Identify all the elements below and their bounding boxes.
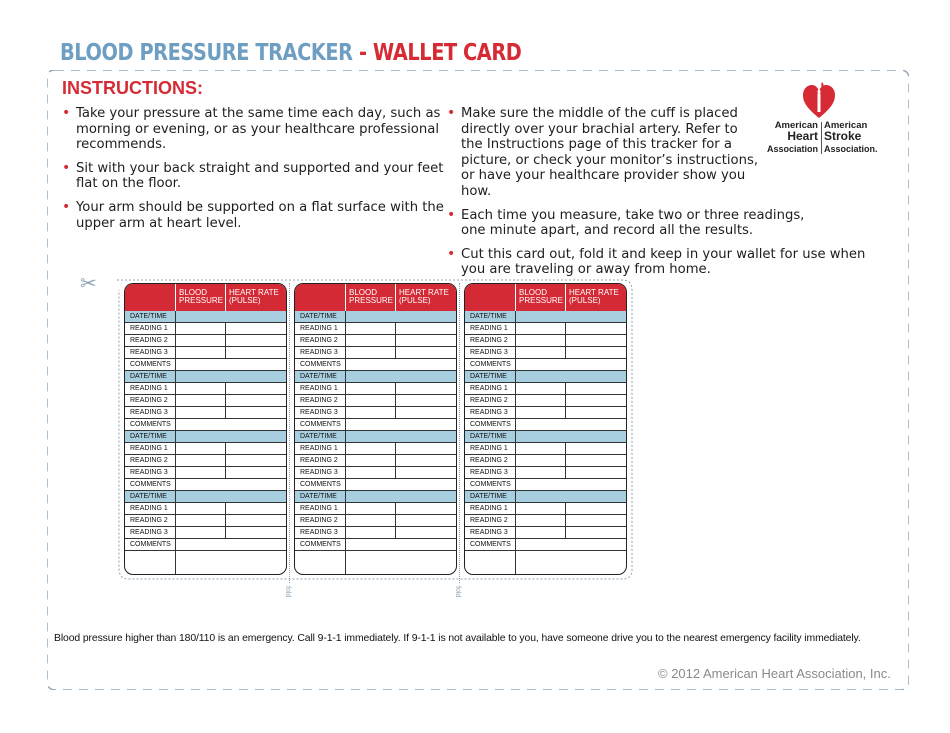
reading-row (465, 395, 626, 407)
comments-row (465, 359, 626, 371)
date-time-row (465, 371, 626, 383)
row-label: READING 2 (300, 397, 338, 404)
reading-row (295, 335, 456, 347)
row-label: READING 1 (130, 325, 168, 332)
comments-row (125, 479, 286, 491)
cell-divider (395, 455, 396, 466)
row-label: READING 3 (470, 409, 508, 416)
wallet-card (124, 283, 287, 575)
cell-divider (225, 527, 226, 538)
cell-divider (225, 323, 226, 334)
wallet-card (294, 283, 457, 575)
row-label: DATE/TIME (300, 493, 337, 500)
cell-divider (565, 335, 566, 346)
date-time-row (465, 491, 626, 503)
cell-divider (565, 503, 566, 514)
row-label: COMMENTS (470, 421, 511, 428)
reading-row (295, 527, 456, 539)
card-grid (125, 311, 286, 551)
aha-asa-logo (758, 82, 908, 158)
wallet-card (464, 283, 627, 575)
row-label: DATE/TIME (300, 433, 337, 440)
comments-row (295, 539, 456, 551)
instructions-heading: INSTRUCTIONS: (62, 78, 203, 98)
row-label: COMMENTS (130, 481, 171, 488)
cell-divider (565, 443, 566, 454)
comments-row (125, 539, 286, 551)
row-label: READING 3 (130, 469, 168, 476)
row-label: READING 3 (470, 529, 508, 536)
instruction-item: • Make sure the middle of the cuff is placed directly over your brachial artery. Refer to the Instructions page of this tracker for a picture, or check your monitor’s instructions, or have your healthcare provider show you how. (447, 106, 761, 200)
reading-row (465, 335, 626, 347)
instruction-item: • Take your pressure at the same time each day, such as morning or evening, or as your healthcare professional recommends. (62, 106, 447, 153)
reading-row (295, 443, 456, 455)
reading-row (465, 515, 626, 527)
row-label: COMMENTS (470, 541, 511, 548)
row-label: COMMENTS (470, 361, 511, 368)
cell-divider (565, 323, 566, 334)
row-label: DATE/TIME (130, 493, 167, 500)
cell-divider (565, 383, 566, 394)
cell-divider (225, 383, 226, 394)
comments-row (465, 479, 626, 491)
row-label: READING 2 (470, 337, 508, 344)
cell-divider (395, 323, 396, 334)
row-label: READING 3 (130, 409, 168, 416)
reading-row (295, 383, 456, 395)
date-time-row (465, 431, 626, 443)
row-label: READING 1 (300, 445, 338, 452)
row-label: READING 1 (300, 385, 338, 392)
reading-row (465, 323, 626, 335)
cell-divider (395, 503, 396, 514)
cell-divider (225, 347, 226, 358)
header-divider (395, 284, 396, 311)
cell-divider (225, 395, 226, 406)
row-label: DATE/TIME (470, 313, 507, 320)
cell-divider (225, 335, 226, 346)
reading-row (125, 335, 286, 347)
row-label: COMMENTS (300, 481, 341, 488)
row-label: READING 1 (470, 325, 508, 332)
page-title (60, 40, 521, 66)
reading-row (465, 455, 626, 467)
reading-row (125, 503, 286, 515)
row-label: READING 3 (300, 349, 338, 356)
cell-divider (565, 527, 566, 538)
row-label: READING 1 (470, 445, 508, 452)
reading-row (125, 395, 286, 407)
cell-divider (225, 515, 226, 526)
aha-text-2: Heart (787, 129, 818, 143)
card-grid (465, 311, 626, 551)
reading-row (125, 443, 286, 455)
scissors-icon: ✂ (80, 273, 97, 295)
instruction-item: • Cut this card out, fold it and keep in your wallet for use when you are traveling or away from home. (447, 247, 867, 278)
reading-row (125, 407, 286, 419)
row-label: READING 2 (300, 457, 338, 464)
row-label: READING 2 (130, 337, 168, 344)
header-divider (225, 284, 226, 311)
date-time-row (295, 371, 456, 383)
comments-row (295, 359, 456, 371)
fold-label: fold (454, 586, 461, 598)
reading-row (295, 407, 456, 419)
header-heart-rate: HEART RATE (PULSE) (229, 288, 279, 305)
row-label: READING 1 (130, 445, 168, 452)
instruction-item: • Sit with your back straight and supported and your feet flat on the floor. (62, 161, 447, 192)
cell-divider (395, 383, 396, 394)
reading-row (465, 347, 626, 359)
cell-divider (225, 503, 226, 514)
row-label: COMMENTS (300, 421, 341, 428)
aha-text-1: American (774, 120, 818, 131)
row-label: READING 3 (130, 349, 168, 356)
row-label: COMMENTS (470, 481, 511, 488)
label-column-divider (175, 311, 176, 574)
row-label: READING 2 (130, 397, 168, 404)
cell-divider (395, 443, 396, 454)
row-label: DATE/TIME (470, 433, 507, 440)
date-time-row (295, 491, 456, 503)
cell-divider (395, 527, 396, 538)
row-label: READING 3 (470, 469, 508, 476)
reading-row (465, 527, 626, 539)
cell-divider (565, 455, 566, 466)
reading-row (125, 347, 286, 359)
row-label: DATE/TIME (130, 373, 167, 380)
header-heart-rate: HEART RATE (PULSE) (569, 288, 619, 305)
row-label: DATE/TIME (470, 373, 507, 380)
header-divider (345, 284, 346, 311)
row-label: READING 2 (300, 337, 338, 344)
instruction-item: • Your arm should be supported on a flat surface with the upper arm at heart level. (62, 200, 447, 231)
row-label: READING 3 (300, 529, 338, 536)
asa-text-2: Stroke (824, 129, 862, 143)
date-time-row (465, 311, 626, 323)
title-part2: WALLET CARD (372, 40, 522, 66)
card-header (295, 284, 456, 311)
row-label: COMMENTS (300, 541, 341, 548)
cell-divider (395, 395, 396, 406)
reading-row (125, 467, 286, 479)
comments-row (125, 359, 286, 371)
fold-line (289, 283, 290, 583)
reading-row (125, 455, 286, 467)
date-time-row (125, 491, 286, 503)
comments-row (125, 419, 286, 431)
row-label: DATE/TIME (300, 373, 337, 380)
cell-divider (395, 407, 396, 418)
row-label: READING 2 (130, 517, 168, 524)
row-label: COMMENTS (300, 361, 341, 368)
header-blood-pressure: BLOOD PRESSURE (349, 288, 394, 305)
comments-row (465, 539, 626, 551)
row-label: READING 2 (300, 517, 338, 524)
row-label: DATE/TIME (470, 493, 507, 500)
reading-row (465, 383, 626, 395)
heart-torch-icon (802, 82, 836, 120)
title-separator: - (358, 40, 367, 66)
date-time-row (125, 431, 286, 443)
date-time-row (125, 371, 286, 383)
fold-line (459, 283, 460, 583)
row-label: READING 1 (130, 385, 168, 392)
cell-divider (565, 395, 566, 406)
cell-divider (225, 407, 226, 418)
cell-divider (225, 455, 226, 466)
label-column-divider (515, 311, 516, 574)
date-time-row (295, 431, 456, 443)
emergency-notice: Blood pressure higher than 180/110 is an emergency. Call 9-1-1 immediately. If 9-1-1 is not available to you, have someone drive you to the nearest emergency facility immediately. (54, 633, 861, 644)
row-label: DATE/TIME (130, 433, 167, 440)
cell-divider (565, 515, 566, 526)
reading-row (465, 503, 626, 515)
cell-divider (565, 407, 566, 418)
cell-divider (565, 467, 566, 478)
logo-divider (821, 122, 822, 154)
asa-text-3: Association. (824, 144, 878, 154)
header-blood-pressure: BLOOD PRESSURE (179, 288, 224, 305)
header-divider (515, 284, 516, 311)
reading-row (295, 347, 456, 359)
cell-divider (395, 467, 396, 478)
row-label: READING 1 (300, 325, 338, 332)
card-grid (295, 311, 456, 551)
reading-row (295, 395, 456, 407)
header-heart-rate: HEART RATE (PULSE) (399, 288, 449, 305)
cell-divider (395, 515, 396, 526)
reading-row (295, 467, 456, 479)
header-divider (175, 284, 176, 311)
row-label: READING 3 (130, 529, 168, 536)
header-divider (565, 284, 566, 311)
copyright: © 2012 American Heart Association, Inc. (658, 666, 891, 681)
row-label: READING 3 (300, 469, 338, 476)
row-label: COMMENTS (130, 541, 171, 548)
reading-row (465, 407, 626, 419)
date-time-row (125, 311, 286, 323)
cell-divider (565, 347, 566, 358)
label-column-divider (345, 311, 346, 574)
instructions-left-list (62, 106, 447, 239)
row-label: READING 1 (470, 505, 508, 512)
reading-row (295, 515, 456, 527)
date-time-row (295, 311, 456, 323)
row-label: DATE/TIME (130, 313, 167, 320)
fold-label: fold (284, 586, 291, 598)
reading-row (125, 383, 286, 395)
row-label: READING 3 (300, 409, 338, 416)
row-label: READING 3 (470, 349, 508, 356)
reading-row (125, 323, 286, 335)
cell-divider (395, 335, 396, 346)
reading-row (295, 323, 456, 335)
row-label: READING 1 (130, 505, 168, 512)
reading-row (465, 467, 626, 479)
reading-row (125, 527, 286, 539)
row-label: COMMENTS (130, 361, 171, 368)
comments-row (465, 419, 626, 431)
cell-divider (225, 467, 226, 478)
row-label: READING 1 (300, 505, 338, 512)
comments-row (295, 419, 456, 431)
instruction-item: • Each time you measure, take two or three readings, one minute apart, and record all the results. (447, 208, 806, 239)
row-label: READING 2 (470, 397, 508, 404)
cell-divider (395, 347, 396, 358)
card-header (465, 284, 626, 311)
row-label: READING 2 (470, 517, 508, 524)
title-part1: BLOOD PRESSURE TRACKER (60, 40, 353, 66)
reading-row (125, 515, 286, 527)
row-label: READING 2 (470, 457, 508, 464)
aha-text-3: Association (766, 144, 818, 154)
reading-row (295, 455, 456, 467)
comments-row (295, 479, 456, 491)
asa-text-1: American (824, 120, 868, 131)
row-label: READING 1 (470, 385, 508, 392)
row-label: READING 2 (130, 457, 168, 464)
row-label: DATE/TIME (300, 313, 337, 320)
card-header (125, 284, 286, 311)
reading-row (465, 443, 626, 455)
row-label: COMMENTS (130, 421, 171, 428)
reading-row (295, 503, 456, 515)
cell-divider (225, 443, 226, 454)
header-blood-pressure: BLOOD PRESSURE (519, 288, 564, 305)
